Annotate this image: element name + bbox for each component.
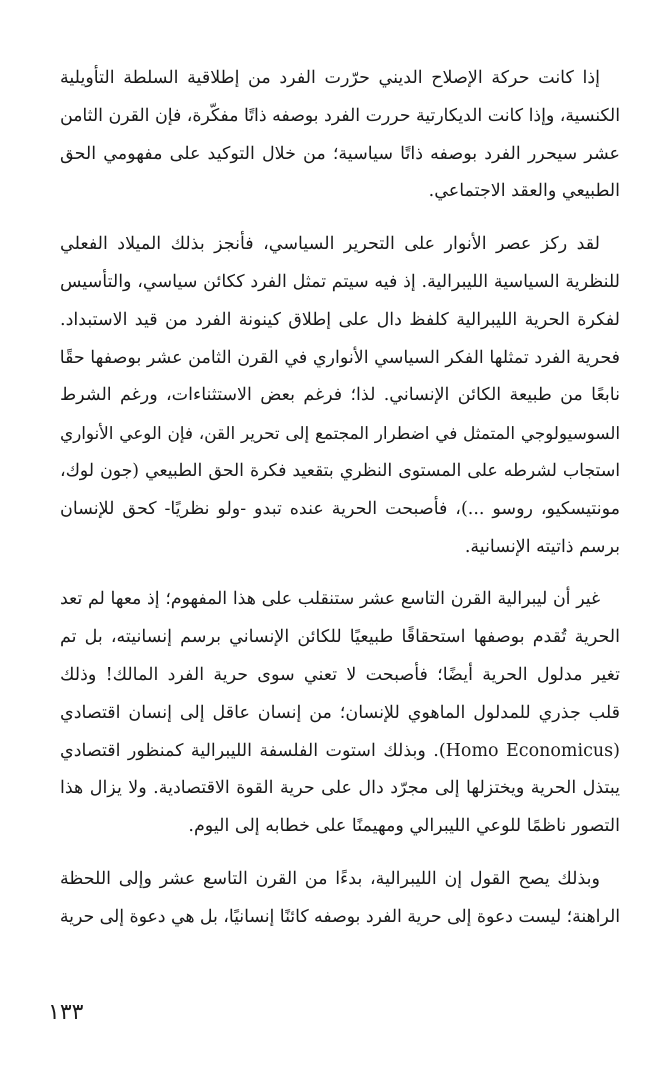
paragraph-2 [60,226,620,566]
text-line: الطبيعي والعقد الاجتماعي. [428,181,620,202]
text-line: تغير مدلول الحرية أيضًا؛ فأصبحت لا تعني سوى حرية الفرد المالك! وذلك [60,664,620,685]
text-line: برسم ذاتيته الإنسانية. [464,536,620,557]
text-line: قلب جذري للمدلول الماهوي للإنسان؛ من إنسان عاقل إلى إنسان اقتصادي [60,702,620,723]
text-line: وبذلك يصح القول إن الليبرالية، بدءًا من القرن التاسع عشر وإلى اللحظة [60,868,600,889]
paragraph-1 [60,60,620,211]
text-line: السوسيولوجي المتمثل في اضطرار المجتمع إلى تحرير القن، فإن الوعي الأنواري [60,423,620,444]
text-line: عشر سيحرر الفرد بوصفه ذاتًا سياسية؛ من خلال التوكيد على مفهومي الحق [60,143,620,164]
text-line: لقد ركز عصر الأنوار على التحرير السياسي، فأنجز بذلك الميلاد الفعلي [60,234,600,255]
text-line: التصور ناظمًا للوعي الليبرالي ومهيمنًا على خطابه إلى اليوم. [188,816,620,837]
text-line: مونتيسكيو، روسو ...)، فأصبحت الحرية عنده تبدو -ولو نظريًا- كحق للإنسان [60,498,620,519]
text-line: لفكرة الحرية الليبرالية كلفظ دال على إطلاق كينونة الفرد من قيد الاستبداد. [60,309,620,330]
text-line: الحرية تُقدم بوصفها استحقاقًا طبيعيًا للكائن الإنساني برسم إنسانيته، بل تم [60,627,620,648]
text-line: فحرية الفرد تمثلها الفكر السياسي الأنواري في القرن الثامن عشر بوصفها حقًا [60,347,620,368]
text-line: نابعًا من طبيعة الكائن الإنساني. لذا؛ فرغم بعض الاستثناءات، ورغم الشرط [60,385,620,406]
text-line: إذا كانت حركة الإصلاح الديني حرّرت الفرد من إطلاقية السلطة التأويلية [60,68,600,88]
text-line: غير أن ليبرالية القرن التاسع عشر ستنقلب على هذا المفهوم؛ إذ معها لم تعد [60,589,600,610]
page-body [60,60,620,952]
text-line: للنظرية السياسية الليبرالية. إذ فيه سيتم تمثل الفرد ككائن سياسي، والتأسيس [60,271,620,292]
paragraph-3 [60,581,620,846]
paragraph-4 [60,861,620,937]
text-line: الكنسية، وإذا كانت الديكارتية حررت الفرد بوصفه ذاتًا مفكّرة، فإن القرن الثامن [60,105,620,126]
text-line: الراهنة؛ ليست دعوة إلى حرية الفرد بوصفه كائنًا إنسانيًا، بل هي دعوة إلى حرية [60,906,620,927]
text-line: يبتذل الحرية ويختزلها إلى مجرّد دال على حرية القوة الاقتصادية. ولا يزال هذا [60,778,620,799]
text-line: (Homo Economicus). وبذلك استوت الفلسفة الليبرالية كمنظور اقتصادي [60,740,620,761]
text-line: استجاب لشرطه على المستوى النظري بتقعيد فكرة الحق الطبيعي (جون لوك، [60,460,620,481]
page-number: ١٣٣ [48,1000,84,1025]
